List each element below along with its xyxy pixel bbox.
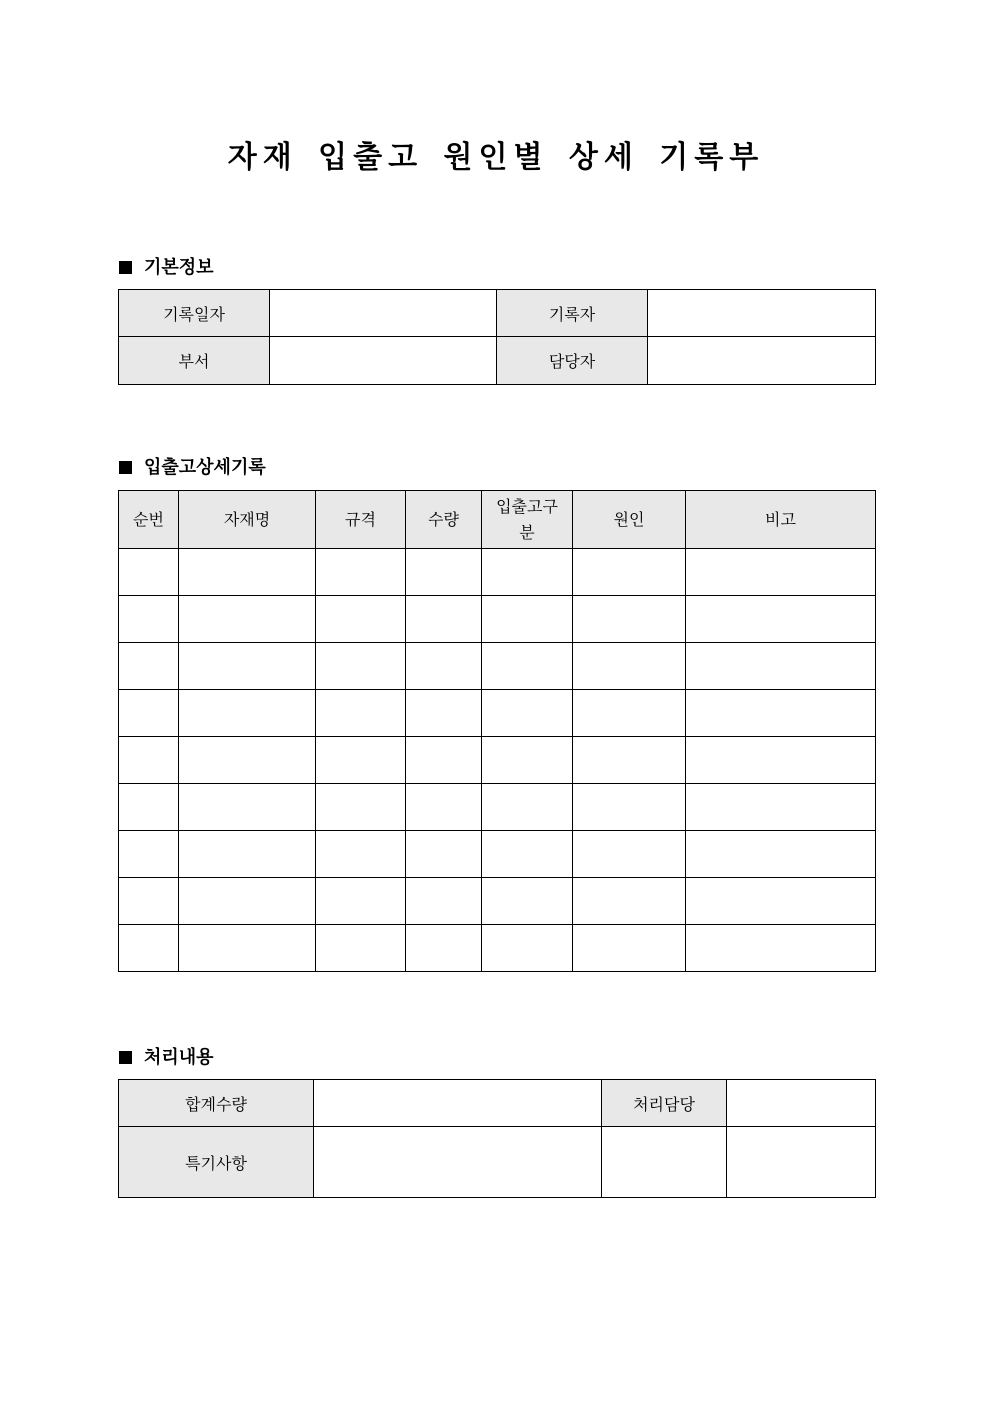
cell-note[interactable] xyxy=(686,737,876,784)
cell-note[interactable] xyxy=(686,784,876,831)
manager-field[interactable] xyxy=(648,337,876,385)
cell-material-name[interactable] xyxy=(179,690,316,737)
cell-note[interactable] xyxy=(686,596,876,643)
cell-note[interactable] xyxy=(686,831,876,878)
record-date-label: 기록일자 xyxy=(119,290,270,337)
handler-field[interactable] xyxy=(727,1080,876,1127)
remarks-extra-field[interactable] xyxy=(602,1127,727,1198)
cell-quantity[interactable] xyxy=(406,737,482,784)
process-row xyxy=(119,1080,876,1127)
cell-spec[interactable] xyxy=(316,690,406,737)
recorder-field[interactable] xyxy=(648,290,876,337)
cell-material-name[interactable] xyxy=(179,831,316,878)
cell-spec[interactable] xyxy=(316,737,406,784)
table-row xyxy=(119,643,876,690)
cell-seq[interactable] xyxy=(119,831,179,878)
cell-material-name[interactable] xyxy=(179,878,316,925)
cell-spec[interactable] xyxy=(316,784,406,831)
process-row xyxy=(119,1127,876,1198)
cell-material-name[interactable] xyxy=(179,549,316,596)
cell-seq[interactable] xyxy=(119,549,179,596)
record-date-field[interactable] xyxy=(270,290,497,337)
cell-quantity[interactable] xyxy=(406,784,482,831)
remarks-extra-field[interactable] xyxy=(727,1127,876,1198)
cell-inout-type[interactable] xyxy=(482,784,573,831)
cell-cause[interactable] xyxy=(573,690,686,737)
cell-cause[interactable] xyxy=(573,784,686,831)
cell-quantity[interactable] xyxy=(406,596,482,643)
cell-spec[interactable] xyxy=(316,925,406,972)
cell-note[interactable] xyxy=(686,643,876,690)
col-header-inout-type: 입출고구분 xyxy=(482,491,573,549)
recorder-label: 기록자 xyxy=(497,290,648,337)
square-bullet-icon xyxy=(119,1051,132,1064)
total-quantity-field[interactable] xyxy=(314,1080,602,1127)
cell-inout-type[interactable] xyxy=(482,690,573,737)
cell-quantity[interactable] xyxy=(406,831,482,878)
col-header-cause: 원인 xyxy=(573,491,686,549)
cell-cause[interactable] xyxy=(573,549,686,596)
cell-seq[interactable] xyxy=(119,643,179,690)
cell-inout-type[interactable] xyxy=(482,878,573,925)
section-process-heading xyxy=(119,1043,214,1069)
cell-inout-type[interactable] xyxy=(482,549,573,596)
table-row xyxy=(119,925,876,972)
cell-quantity[interactable] xyxy=(406,643,482,690)
basic-info-row xyxy=(119,290,876,337)
cell-material-name[interactable] xyxy=(179,925,316,972)
cell-cause[interactable] xyxy=(573,737,686,784)
cell-seq[interactable] xyxy=(119,784,179,831)
cell-material-name[interactable] xyxy=(179,643,316,690)
section-detail-label: 입출고상세기록 xyxy=(144,457,266,478)
cell-material-name[interactable] xyxy=(179,596,316,643)
cell-quantity[interactable] xyxy=(406,690,482,737)
section-detail-heading xyxy=(119,453,266,479)
basic-info-table xyxy=(118,289,876,385)
cell-spec[interactable] xyxy=(316,831,406,878)
cell-inout-type[interactable] xyxy=(482,643,573,690)
cell-quantity[interactable] xyxy=(406,925,482,972)
cell-spec[interactable] xyxy=(316,596,406,643)
cell-inout-type[interactable] xyxy=(482,737,573,784)
col-header-seq: 순번 xyxy=(119,491,179,549)
department-field[interactable] xyxy=(270,337,497,385)
document-title: 자재 입출고 원인별 상세 기록부 xyxy=(227,140,765,175)
cell-note[interactable] xyxy=(686,549,876,596)
section-process-label: 처리내용 xyxy=(144,1047,214,1068)
square-bullet-icon xyxy=(119,461,132,474)
detail-header-row xyxy=(119,491,876,549)
col-header-quantity: 수량 xyxy=(406,491,482,549)
cell-quantity[interactable] xyxy=(406,878,482,925)
total-quantity-label: 합계수량 xyxy=(119,1080,314,1127)
square-bullet-icon xyxy=(119,261,132,274)
cell-quantity[interactable] xyxy=(406,549,482,596)
detail-record-table xyxy=(118,490,876,972)
cell-spec[interactable] xyxy=(316,643,406,690)
col-header-note: 비고 xyxy=(686,491,876,549)
cell-note[interactable] xyxy=(686,925,876,972)
cell-inout-type[interactable] xyxy=(482,596,573,643)
remarks-label: 특기사항 xyxy=(119,1127,314,1198)
section-basic-info-label: 기본정보 xyxy=(144,257,214,278)
cell-seq[interactable] xyxy=(119,737,179,784)
cell-seq[interactable] xyxy=(119,925,179,972)
cell-inout-type[interactable] xyxy=(482,925,573,972)
detail-table-body xyxy=(119,549,876,972)
cell-cause[interactable] xyxy=(573,831,686,878)
cell-cause[interactable] xyxy=(573,643,686,690)
cell-seq[interactable] xyxy=(119,596,179,643)
col-header-spec: 규격 xyxy=(316,491,406,549)
cell-spec[interactable] xyxy=(316,549,406,596)
table-row xyxy=(119,596,876,643)
cell-cause[interactable] xyxy=(573,925,686,972)
handler-label: 처리담당 xyxy=(602,1080,727,1127)
col-header-material-name: 자재명 xyxy=(179,491,316,549)
table-row xyxy=(119,737,876,784)
table-row xyxy=(119,831,876,878)
cell-inout-type[interactable] xyxy=(482,831,573,878)
table-row xyxy=(119,878,876,925)
table-row xyxy=(119,784,876,831)
table-row xyxy=(119,690,876,737)
cell-material-name[interactable] xyxy=(179,784,316,831)
cell-seq[interactable] xyxy=(119,690,179,737)
process-table xyxy=(118,1079,876,1198)
cell-note[interactable] xyxy=(686,690,876,737)
department-label: 부서 xyxy=(119,337,270,385)
cell-material-name[interactable] xyxy=(179,737,316,784)
cell-cause[interactable] xyxy=(573,596,686,643)
cell-cause[interactable] xyxy=(573,878,686,925)
cell-seq[interactable] xyxy=(119,878,179,925)
basic-info-row xyxy=(119,337,876,385)
cell-note[interactable] xyxy=(686,878,876,925)
section-basic-info-heading xyxy=(119,253,214,279)
remarks-field[interactable] xyxy=(314,1127,602,1198)
manager-label: 담당자 xyxy=(497,337,648,385)
cell-spec[interactable] xyxy=(316,878,406,925)
table-row xyxy=(119,549,876,596)
